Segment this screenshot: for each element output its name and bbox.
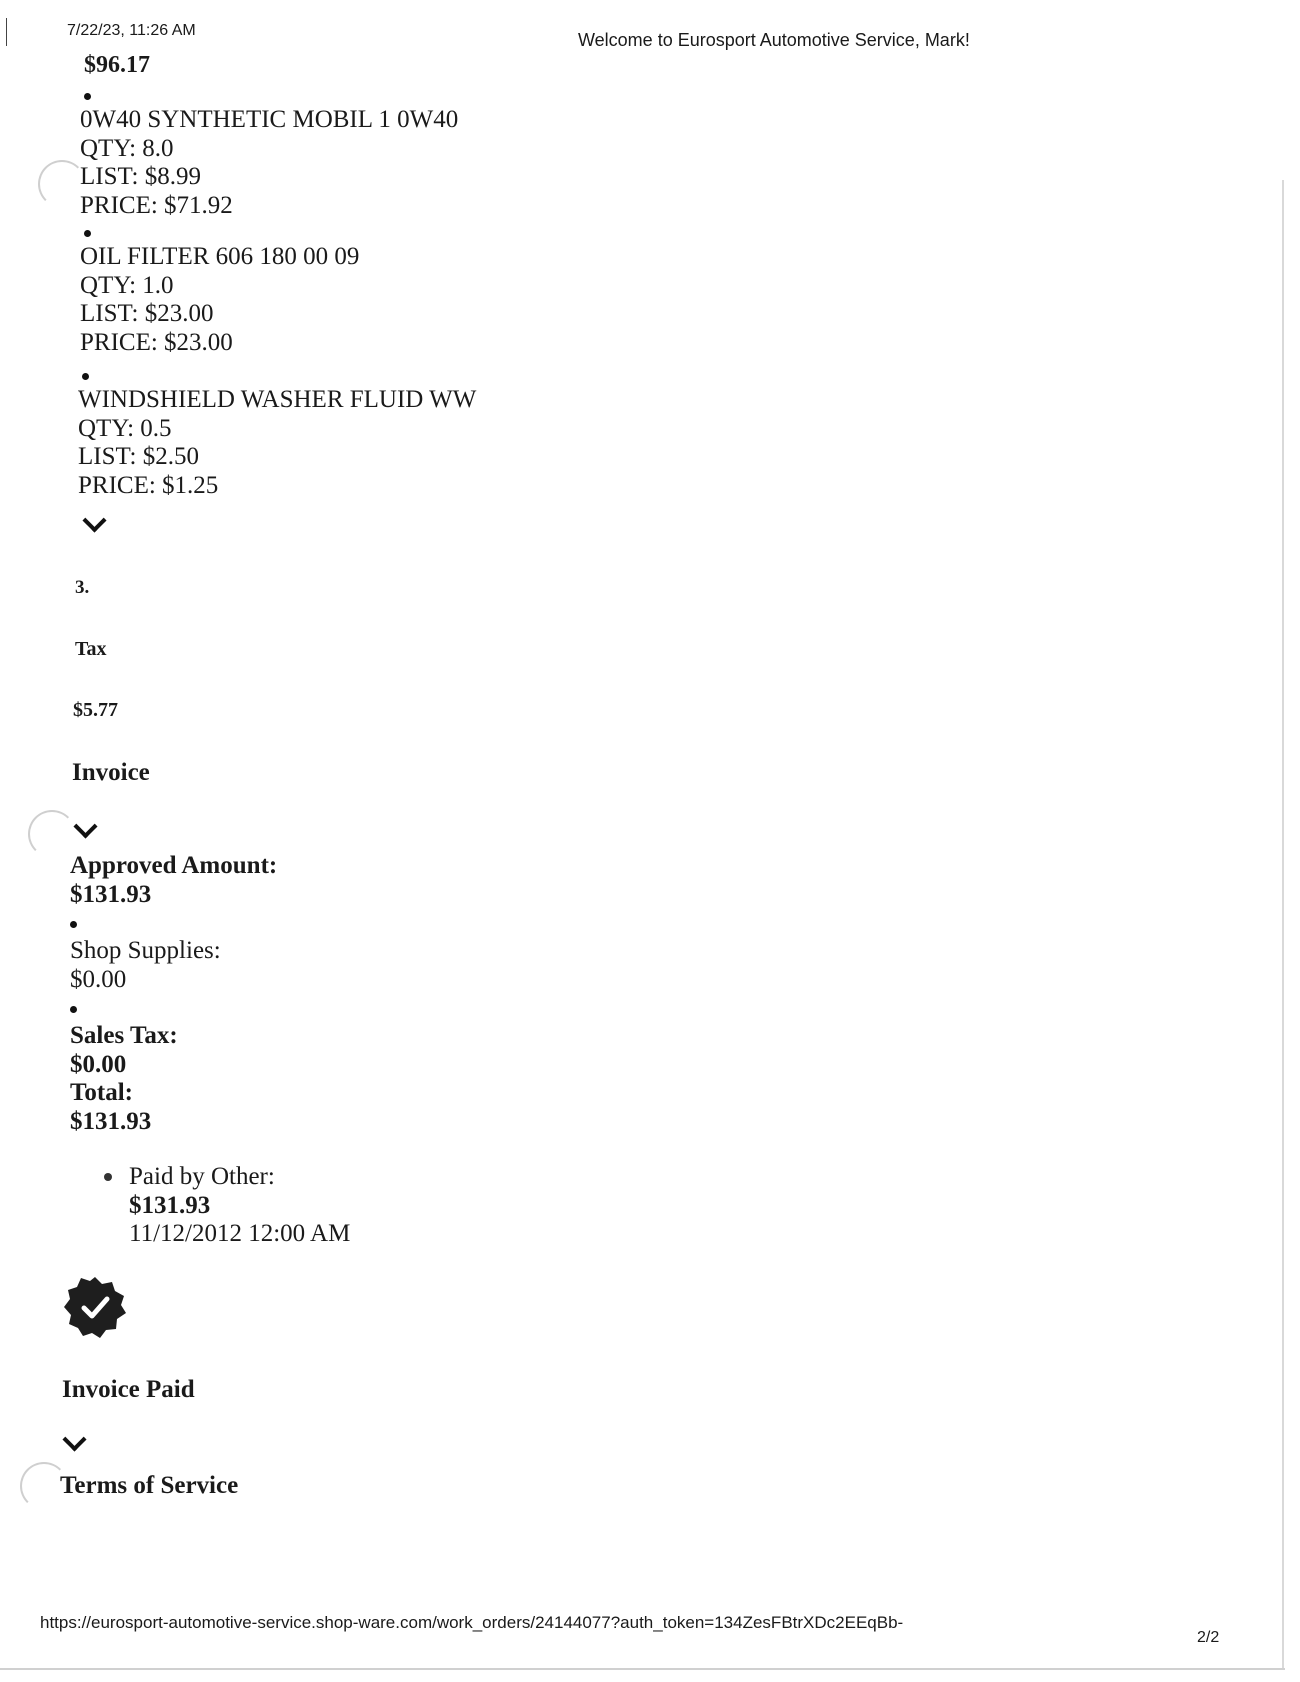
page-number: 2/2 xyxy=(1197,1629,1220,1646)
check-badge-icon xyxy=(64,1276,126,1338)
part-price: PRICE: $1.25 xyxy=(78,471,219,499)
bullet xyxy=(70,909,277,937)
bullet xyxy=(104,1173,112,1181)
chevron-down-icon[interactable] xyxy=(62,1427,86,1451)
page-url: https://eurosport-automotive-service.shop-ware.com/work_orders/24144077?auth_token=134ZesFBtrXDc2EEqBb- xyxy=(40,1613,904,1632)
part-list-price: LIST: $2.50 xyxy=(78,443,199,470)
payment-amount: $131.93 xyxy=(129,1191,211,1219)
bullet xyxy=(80,223,359,243)
tax-value: $5.77 xyxy=(73,699,118,721)
scan-edge-right xyxy=(1282,180,1284,1670)
parts-subtotal: $96.17 xyxy=(84,52,150,78)
bullet xyxy=(78,366,476,386)
part-list-price: LIST: $8.99 xyxy=(80,163,201,190)
scan-hole-mark xyxy=(20,1462,68,1510)
part-price: PRICE: $71.92 xyxy=(80,191,233,219)
approved-amount-label: Approved Amount: xyxy=(70,852,278,879)
shop-supplies-label: Shop Supplies: xyxy=(70,937,221,964)
sales-tax-label: Sales Tax: xyxy=(70,1022,178,1049)
part-qty: QTY: 8.0 xyxy=(80,134,174,162)
part-name: OIL FILTER 606 180 00 09 xyxy=(80,243,360,270)
invoice-paid-title: Invoice Paid xyxy=(62,1376,195,1403)
invoice-summary xyxy=(70,852,277,1136)
line-item xyxy=(80,223,359,357)
payment-item xyxy=(129,1163,350,1249)
welcome-message: Welcome to Eurosport Automotive Service, Mark! xyxy=(578,30,970,50)
payment-list xyxy=(100,1163,350,1249)
payment-label: Paid by Other: xyxy=(129,1163,275,1190)
chevron-down-icon[interactable] xyxy=(82,508,106,532)
total-value: $131.93 xyxy=(70,1107,152,1135)
bullet xyxy=(80,86,458,106)
scan-edge-bottom xyxy=(0,1668,1285,1670)
bullet xyxy=(70,994,277,1022)
invoice-title: Invoice xyxy=(72,759,150,786)
tax-label: Tax xyxy=(75,638,107,660)
part-qty: QTY: 1.0 xyxy=(80,271,174,299)
part-name: 0W40 SYNTHETIC MOBIL 1 0W40 xyxy=(80,106,459,133)
chevron-down-icon[interactable] xyxy=(73,814,97,838)
line-item xyxy=(78,366,476,500)
sales-tax-value: $0.00 xyxy=(70,1050,127,1078)
scan-edge-left xyxy=(6,18,7,46)
print-timestamp: 7/22/23, 11:26 AM xyxy=(67,22,196,39)
line-item xyxy=(80,86,458,220)
shop-supplies-value: $0.00 xyxy=(70,965,127,993)
terms-of-service-title[interactable]: Terms of Service xyxy=(60,1472,239,1499)
part-price: PRICE: $23.00 xyxy=(80,328,233,356)
part-list-price: LIST: $23.00 xyxy=(80,300,214,327)
payment-date: 11/12/2012 12:00 AM xyxy=(129,1220,351,1247)
part-name: WINDSHIELD WASHER FLUID WW xyxy=(78,386,477,413)
scan-hole-mark xyxy=(28,810,76,858)
section-number: 3. xyxy=(75,577,90,598)
total-label: Total: xyxy=(70,1079,133,1106)
approved-amount-value: $131.93 xyxy=(70,880,152,908)
scan-hole-mark xyxy=(38,160,86,208)
part-qty: QTY: 0.5 xyxy=(78,414,172,442)
